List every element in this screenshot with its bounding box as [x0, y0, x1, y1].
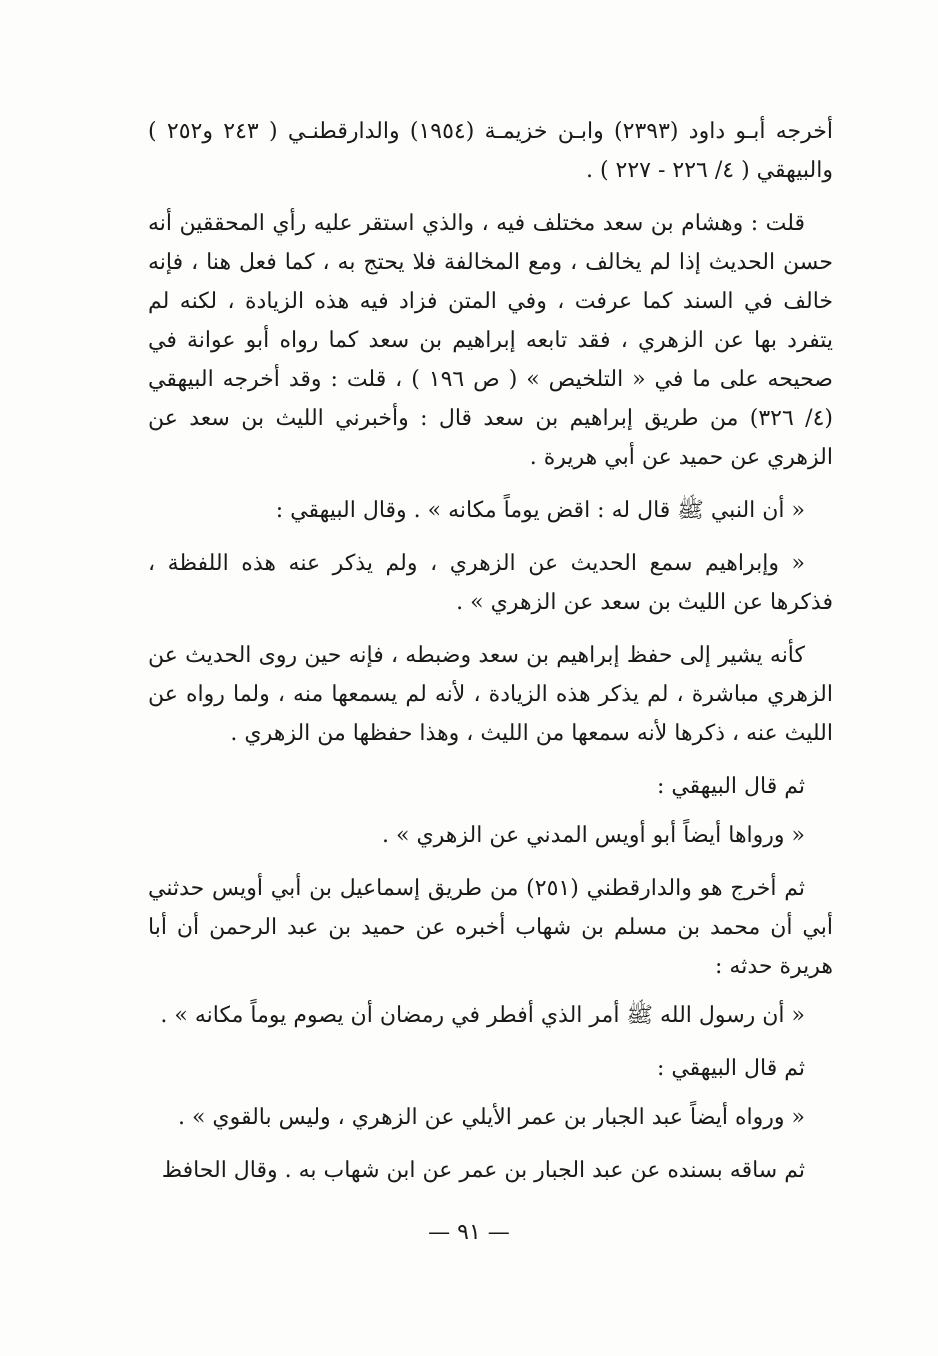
paragraph-bayhaqi-said-2: ثم قال البيهقي : [656, 1056, 805, 1081]
page-body [148, 112, 833, 1204]
paragraph-bayhaqi-said-1: ثم قال البيهقي : [656, 774, 805, 799]
quote-abu-uways: « ورواها أيضاً أبو أويس المدني عن الزهري » . [382, 823, 805, 848]
quote-prophet-command: « أن رسول الله ﷺ أمر الذي أفطر في رمضان أن يصوم يوماً مكانه » . [160, 1003, 805, 1028]
paragraph-analysis: كأنه يشير إلى حفظ إبراهيم بن سعد وضبطه ، فإنه حين روى الحديث عن الزهري مباشرة ، لم يذكر هذه الزيادة ، لأنه لم يسمعها منه ، ولما رواه عن الليث عنه ، ذكرها لأنه سمعها من الليث ، وهذا حفظها من الزهري . [148, 643, 833, 746]
quote-abd-al-jabbar: « ورواه أيضاً عبد الجبار بن عمر الأيلي عن الزهري ، وليس بالقوي » . [177, 1105, 805, 1130]
paragraph-citation: أخرجه أبـو داود (٢٣٩٣) وابـن خزيمـة (١٩٥٤) والدارقطنـي ( ٢٤٣ و٢٥٢ ) والبيهقي ( ٤/ ٢٢٦ - ٢٢٧ ) . [148, 119, 833, 183]
quote-hadith: « أن النبي ﷺ قال له : اقض يوماً مكانه » . وقال البيهقي : [275, 498, 805, 523]
paragraph-daraqutni: ثم أخرج هو والدارقطني (٢٥١) من طريق إسماعيل بن أبي أويس حدثني أبي أن محمد بن مسلم بن شهاب أخبره عن حميد بن عبد الرحمن أن أبا هريرة حدثه : [148, 876, 833, 979]
quote-bayhaqi: « وإبراهيم سمع الحديث عن الزهري ، ولم يذكر عنه هذه اللفظة ، فذكرها عن الليث بن سعد عن الزهري » . [148, 551, 833, 615]
paragraph-commentary: قلت : وهشام بن سعد مختلف فيه ، والذي استقر عليه رأي المحققين أنه حسن الحديث إذا لم يخالف ، ومع المخالفة فلا يحتج به ، كما فعل هنا ، فإنه خالف في السند كما عرفت ، وفي المتن فزاد فيه هذه الزيادة ، لكنه لم يتفرد بها عن الزهري ، فقد تابعه إبراهيم بن سعد كما رواه أبو عوانة في صحيحه على ما في « التلخيص » ( ص ١٩٦ ) ، قلت : وقد أخرجه البيهقي (٤/ ٣٢٦) من طريق إبراهيم بن سعد قال : وأخبرني الليث بن سعد عن الزهري عن حميد عن أبي هريرة . [148, 211, 833, 470]
page-number: — ٩١ — [428, 1220, 510, 1245]
paragraph-final: ثم ساقه بسنده عن عبد الجبار بن عمر عن ابن شهاب به . وقال الحافظ [161, 1158, 805, 1183]
